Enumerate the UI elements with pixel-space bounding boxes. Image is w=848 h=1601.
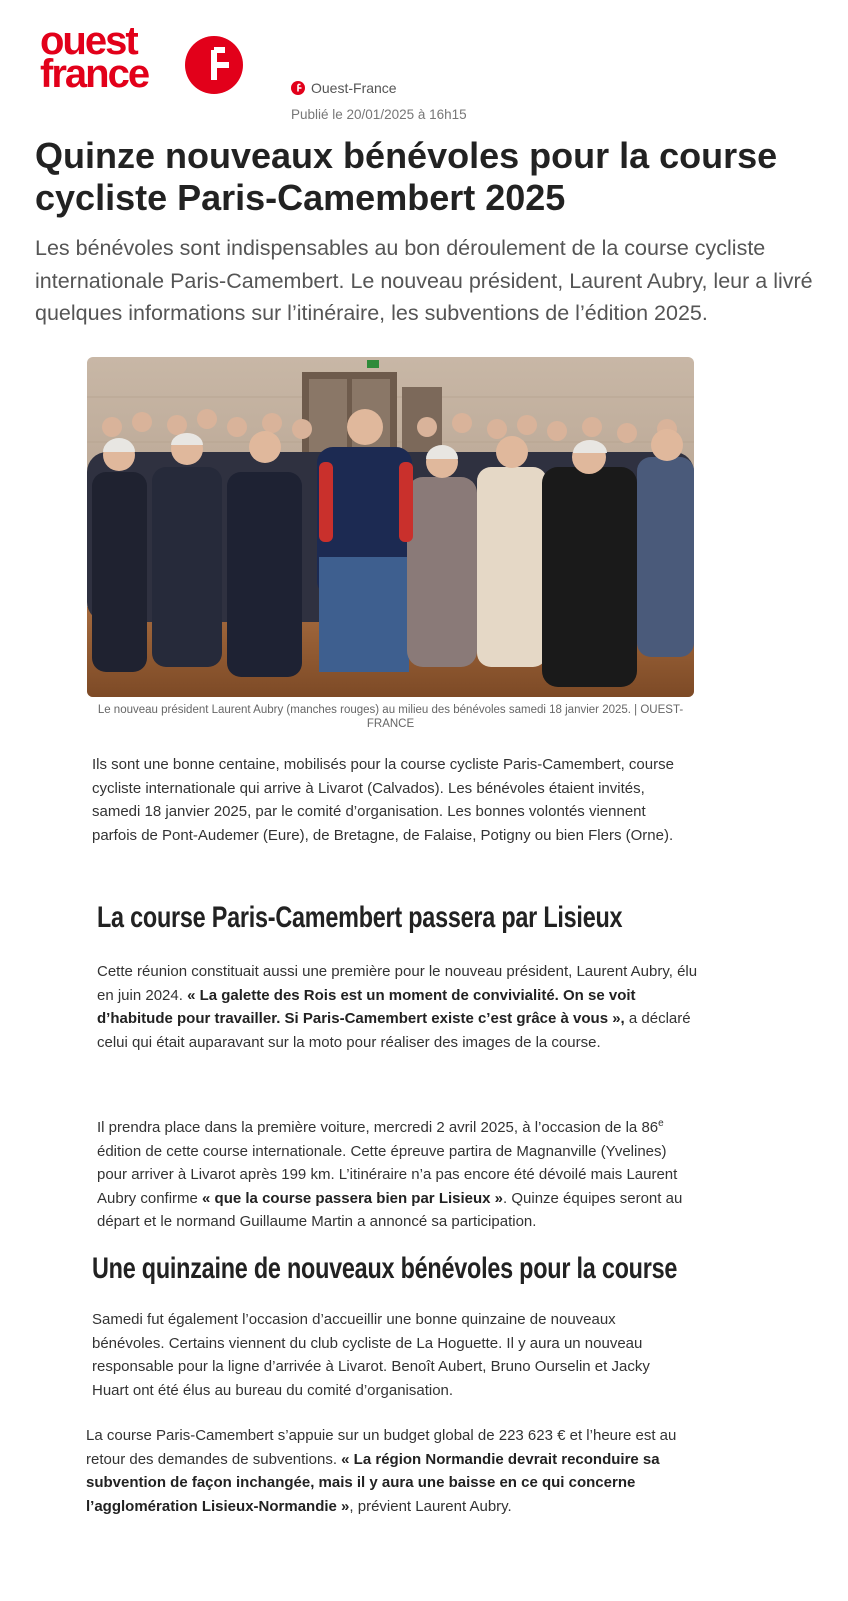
ouest-france-logo[interactable] bbox=[40, 19, 245, 99]
paragraph-meeting-end: a déclaré celui qui était auparavant sur la moto pour réaliser des images de la course. bbox=[97, 1010, 691, 1051]
paragraph-budget-end: , prévient Laurent Aubry. bbox=[349, 1497, 512, 1515]
ouest-france-badge-icon bbox=[291, 81, 305, 95]
article-lead: Les bénévoles sont indispensables au bon déroulement de la course cycliste internationale Paris-Camembert. Le nouveau président, Laurent Aubry, leur a livré quelques informations sur l’itinéraire, les subventions de l’édition 2025. bbox=[35, 236, 813, 325]
photo-caption: Le nouveau président Laurent Aubry (manches rouges) au milieu des bénévoles samedi 18 janvier 2025. | OUEST-FRANCE bbox=[97, 704, 684, 730]
paragraph-meeting bbox=[97, 960, 712, 1054]
logo-word-france: france bbox=[40, 52, 149, 96]
quote-galette: « La galette des Rois est un moment de convivialité. On se voit d’habitude pour travailler. Si Paris-Camembert existe c’est grâce à vous », bbox=[97, 986, 636, 1027]
paragraph-meeting-text: Cette réunion constituait aussi une première pour le nouveau président, Laurent Aubry, élu en juin 2024. bbox=[97, 963, 698, 1004]
publish-date: Publié le 20/01/2025 à 16h15 bbox=[291, 107, 467, 122]
logo-word-ouest: ouest bbox=[40, 19, 137, 63]
paragraph-intro: Ils sont une bonne centaine, mobilisés pour la course cycliste Paris-Camembert, course cycliste internationale qui arrive à Livarot (Calvados). Les bénévoles étaient invités, samedi 18 janvier 2025, par le comité d’organisation. Les bonnes volontés viennent parfois de Pont-Audemer (Eure), de Bretagne, de Falaise, Potigny ou bien Flers (Orne). bbox=[92, 756, 674, 844]
paragraph-route bbox=[97, 1116, 697, 1234]
article-title: Quinze nouveaux bénévoles pour la course cycliste Paris-Camembert 2025 bbox=[35, 135, 778, 218]
source-name[interactable]: Ouest-France bbox=[311, 80, 397, 96]
volunteers-group-photo bbox=[87, 357, 694, 697]
paragraph-route-end: . Quinze équipes seront au départ et le normand Guillaume Martin a annoncé sa participation. bbox=[97, 1189, 683, 1230]
ordinal-suffix: e bbox=[658, 1118, 664, 1129]
paragraph-budget bbox=[86, 1424, 696, 1518]
paragraph-new-volunteers: Samedi fut également l’occasion d’accueillir une bonne quinzaine de nouveaux bénévoles. Certains viennent du club cycliste de La Hoguette. Il y aura un nouveau responsable pour la ligne d’arrivée à Livarot. Benoît Aubert, Bruno Ourselin et Jacky Huart ont été élus au bureau du comité d’organisation. bbox=[92, 1311, 650, 1399]
quote-lisieux: « que la course passera bien par Lisieux » bbox=[202, 1189, 504, 1207]
paragraph-route-mid: édition de cette course internationale. Cette épreuve partira de Magnanville (Yvelines) pour arriver à Livarot après 199 km. L’itinéraire n’a pas encore été dévoilé mais Laurent Aubry confirme bbox=[97, 1142, 678, 1207]
quote-subsidy: « La région Normandie devrait reconduire sa subvention de façon inchangée, mais il y aura une baisse en ce qui concerne l’agglomération Lisieux-Normandie » bbox=[86, 1450, 660, 1515]
article-photo[interactable] bbox=[87, 357, 694, 697]
paragraph-route-text: Il prendra place dans la première voiture, mercredi 2 avril 2025, à l’occasion de la 86 bbox=[97, 1119, 659, 1136]
subheading-new-volunteers: Une quinzaine de nouveaux bénévoles pour la course bbox=[92, 1252, 678, 1285]
source-line bbox=[291, 80, 397, 96]
paragraph-budget-text: La course Paris-Camembert s’appuie sur un budget global de 223 623 € et l’heure est au retour des demandes de subventions. bbox=[86, 1427, 677, 1468]
logo-emblem-icon bbox=[185, 36, 243, 94]
subheading-lisieux: La course Paris-Camembert passera par Lisieux bbox=[97, 901, 623, 934]
